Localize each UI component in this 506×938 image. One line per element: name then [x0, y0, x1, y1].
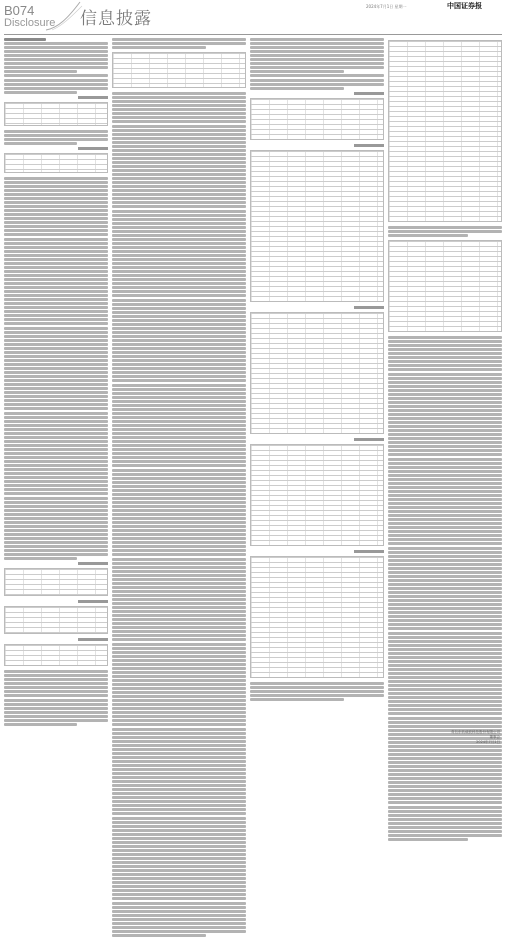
data-table — [250, 98, 384, 140]
data-table — [4, 644, 108, 666]
data-table — [250, 556, 384, 678]
data-table — [4, 102, 108, 126]
data-table — [250, 150, 384, 302]
issue-date: 2024年7月1日 星期一 — [366, 4, 407, 9]
page-number: B074 — [4, 3, 35, 18]
signature-block — [428, 730, 500, 745]
article-column-4 — [388, 37, 502, 842]
page-header — [0, 0, 506, 34]
header-decoration-curve — [44, 0, 84, 34]
data-table — [4, 153, 108, 173]
company-name: 青岛东软载波科技股份有限公司 — [451, 730, 500, 734]
article-column-3 — [250, 37, 384, 702]
section-title: 信息披露 — [80, 9, 152, 29]
footer-date: 2024年7月1日 — [476, 740, 500, 744]
header-rule — [4, 34, 502, 35]
data-table — [388, 240, 502, 332]
data-table — [4, 568, 108, 596]
article-column-2 — [112, 37, 246, 938]
data-table — [112, 52, 246, 88]
data-table — [4, 606, 108, 634]
publication-logo: 中国证券报 — [447, 1, 482, 10]
board-label: 董事会 — [489, 735, 500, 739]
data-table — [250, 444, 384, 546]
data-table — [250, 312, 384, 434]
data-table — [388, 40, 502, 222]
section-english: Disclosure — [4, 17, 56, 29]
article-column-1 — [4, 37, 108, 727]
